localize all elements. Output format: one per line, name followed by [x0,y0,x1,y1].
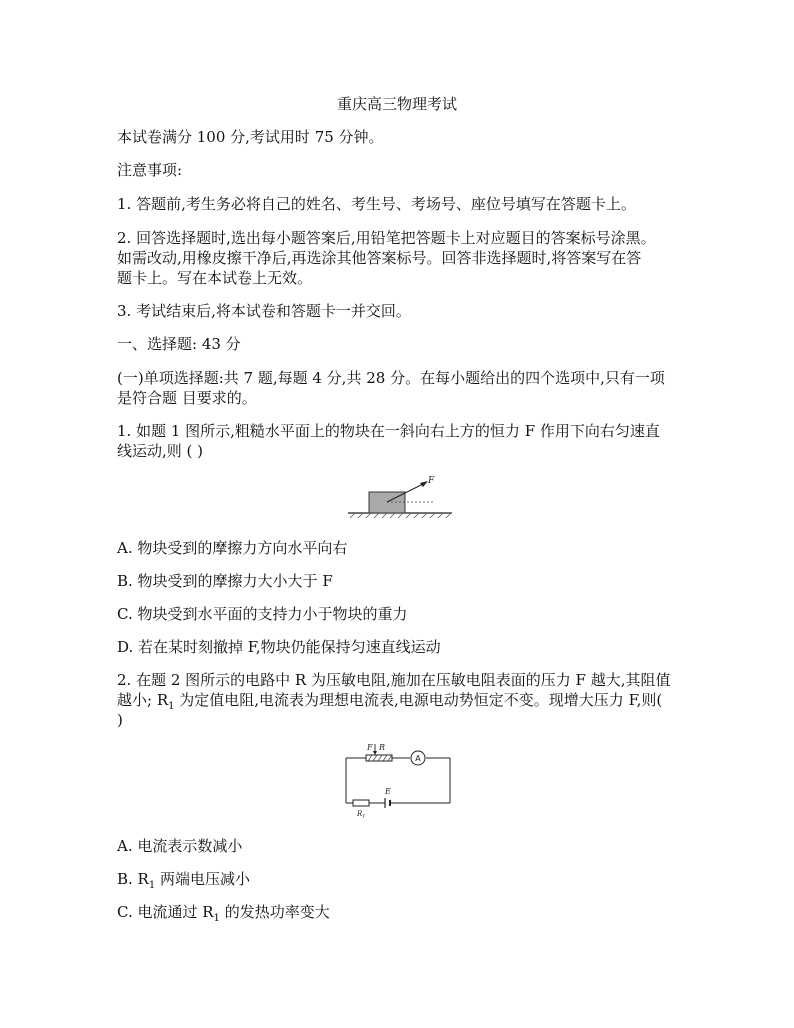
q2-option-b: B. $R_1$ 两端电压减小 [117,870,251,891]
exam-intro: 本试卷满分 100 分,考试用时 75 分钟。 [117,128,384,146]
page-title: 重庆高三物理考试 [336,95,457,113]
pressure-label: F [367,743,373,752]
section-heading: 一、选择题: 43 分 [117,335,241,353]
q2-circuit-figure [338,738,458,823]
notice-3: 3. 考试结束后,将本试卷和答题卡一并交回。 [117,302,411,320]
q2-stem-line-2: 越小; $R_1$ 为定值电阻,电流表为理想电流表,电源电动势恒定不变。现增大压力 F,则( [117,691,663,712]
q1-option-d: D. 若在某时刻撤掉 F,物块仍能保持匀速直线运动 [117,638,441,656]
q2-option-a: A. 电流表示数减小 [117,837,243,855]
q1-block-figure [340,472,460,522]
resistor-r-label: R [379,743,386,752]
ground-hatching [350,513,451,518]
force-label: F [428,476,435,486]
q1-option-c: C. 物块受到水平面的支持力小于物块的重力 [117,605,408,623]
circuit-wires [346,758,450,803]
notice-2-line-3: 题卡上。写在本试卷上无效。 [117,269,313,287]
pressure-arrowhead [373,751,377,755]
subsection-instructions-line-2: 是符合题 目要求的。 [117,389,257,407]
r1-label: $R_1$ [357,810,366,820]
q1-option-a: A. 物块受到的摩擦力方向水平向右 [117,539,348,557]
ammeter-label: A [415,754,421,763]
notice-2-line-2: 如需改动,用橡皮擦干净后,再选涂其他答案标号。回答非选择题时,将答案写在答 [117,249,642,267]
q1-stem-line-2: 线运动,则 ( ) [117,442,204,460]
force-arrowhead [420,481,428,487]
notice-heading: 注意事项: [117,161,183,179]
q1-option-b: B. 物块受到的摩擦力大小大于 F [117,572,333,590]
notice-1: 1. 答题前,考生务必将自己的姓名、考生号、考场号、座位号填写在答题卡上。 [117,195,636,213]
subsection-instructions-line-1: (一)单项选择题:共 7 题,每题 4 分,共 28 分。在每小题给出的四个选项中,只有一项 [117,369,665,387]
q2-stem-line-1: 2. 在题 2 图所示的电路中 R 为压敏电阻,施加在压敏电阻表面的压力 F 越大,其阻值 [117,671,671,689]
q1-stem-line-1: 1. 如题 1 图所示,粗糙水平面上的物块在一斜向右上方的恒力 F 作用下向右匀速直 [117,422,660,440]
fixed-resistor-r1 [353,800,369,806]
emf-label: E [385,787,391,796]
notice-2-line-1: 2. 回答选择题时,选出每小题答案后,用铅笔把答题卡上对应题目的答案标号涂黑。 [117,229,656,247]
q2-stem-line-3: ) [117,711,123,729]
q2-option-c: C. 电流通过 $R_1$ 的发热功率变大 [117,903,330,924]
